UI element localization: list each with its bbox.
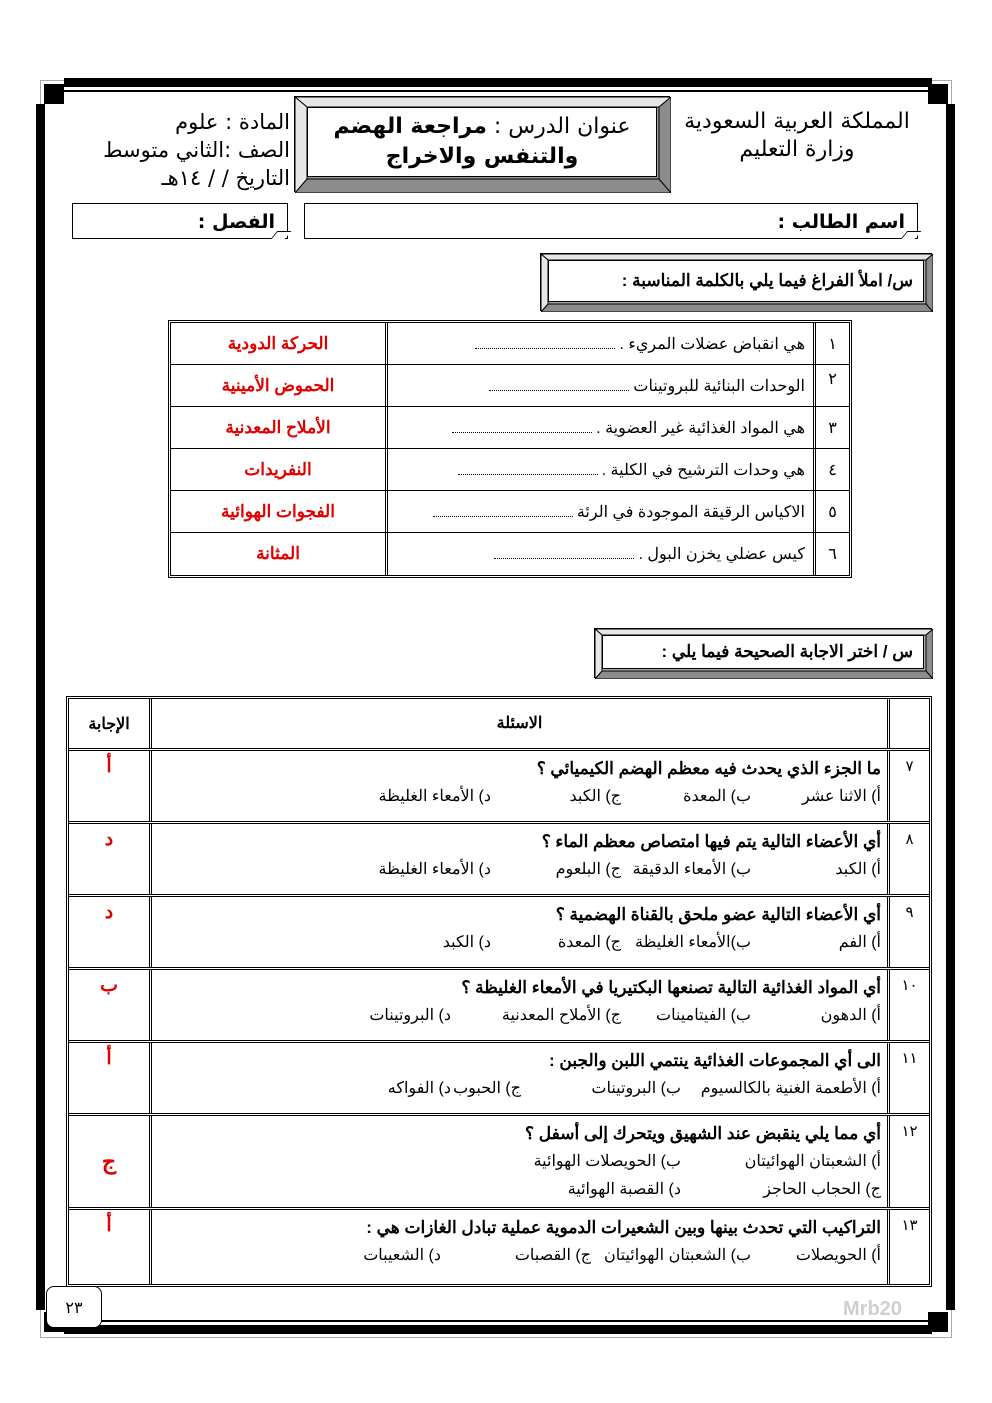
- lesson-title-box: [294, 96, 670, 192]
- fill-in-table: [168, 320, 852, 578]
- row-answer: الأملاح المعدنية: [225, 417, 331, 437]
- option-a[interactable]: أ) الفم: [838, 934, 881, 951]
- option-a[interactable]: أ) الدهون: [820, 1007, 881, 1024]
- page-frame-right: [946, 104, 955, 1310]
- question-number: ١١: [887, 1043, 929, 1113]
- table-row: [69, 1210, 929, 1284]
- option-c[interactable]: ج) الحجاب الحاجز: [763, 1181, 881, 1198]
- section2-prompt: س / اختر الاجابة الصحيحة فيما يلي :: [602, 635, 924, 669]
- page-frame-top: [64, 78, 932, 87]
- statement-text: هي انقباض عضلات المريء .: [619, 335, 805, 353]
- option-d[interactable]: د) البروتينات: [369, 1007, 451, 1024]
- question-stem: التراكيب التي تحدث بينها وبين الشعيرات الدموية عملية تبادل الغازات هي :: [366, 1218, 881, 1237]
- table-header-row: [69, 699, 929, 751]
- question-stem: أي مما يلي ينقبض عند الشهيق ويتحرك إلى أسفل ؟: [525, 1124, 881, 1143]
- row-answer: الفجوات الهوائية: [221, 501, 335, 521]
- question-number: ١٠: [887, 970, 929, 1040]
- table-row: [171, 365, 849, 407]
- mcq-table: [66, 696, 932, 1287]
- country-name: المملكة العربية السعودية: [684, 109, 910, 134]
- row-number: ٦: [813, 533, 849, 575]
- option-a[interactable]: أ) الاثنا عشر: [801, 788, 881, 805]
- option-c[interactable]: ج) البلعوم: [555, 861, 621, 878]
- page-frame-bottom-thin: [64, 1320, 932, 1322]
- subject-label: المادة : علوم: [175, 110, 290, 134]
- question-stem: أي الأعضاء التالية عضو ملحق بالقناة الهضمية ؟: [555, 905, 881, 924]
- row-statement: [385, 365, 813, 406]
- frame-corner-bottom-right: [928, 1312, 948, 1332]
- blank-field[interactable]: [489, 381, 629, 391]
- header-course-info: [70, 108, 290, 192]
- page-number: ٢٣: [46, 1286, 102, 1328]
- ministry-name: وزارة التعليم: [739, 137, 855, 162]
- option-b[interactable]: ب) البروتينات: [591, 1080, 681, 1097]
- row-statement: [385, 449, 813, 490]
- grade-label: الصف :الثاني متوسط: [103, 138, 290, 162]
- option-c[interactable]: ج) القصبات: [514, 1247, 591, 1264]
- question-number: ١٢: [887, 1116, 929, 1207]
- class-label: الفصل :: [197, 211, 275, 233]
- table-row: [171, 407, 849, 449]
- option-d[interactable]: د) الكبد: [442, 934, 491, 951]
- statement-text: كيس عضلي يخزن البول .: [638, 546, 805, 563]
- header-institution: [672, 108, 922, 164]
- option-b[interactable]: ب) المعدة: [683, 788, 751, 805]
- question-cell: [149, 751, 887, 821]
- row-statement: [385, 533, 813, 575]
- options-row: [158, 1002, 881, 1030]
- watermark: Mrb20: [843, 1298, 902, 1320]
- option-c[interactable]: ج) الحبوب: [453, 1080, 521, 1097]
- answer-cell: أ: [106, 1215, 112, 1236]
- class-field[interactable]: [72, 203, 288, 239]
- options-row: [158, 1075, 881, 1103]
- page-frame-bottom: [64, 1325, 932, 1334]
- header-answer: الإجابة: [88, 715, 130, 733]
- table-row: [69, 824, 929, 897]
- lesson-title-line1: [333, 112, 630, 142]
- table-row: [171, 323, 849, 365]
- table-row: [171, 449, 849, 491]
- question-stem: أي المواد الغذائية التالية تصنعها البكتيريا في الأمعاء الغليظة ؟: [461, 978, 881, 997]
- question-cell: [149, 824, 887, 894]
- section1-prompt-box: [540, 253, 932, 311]
- option-c[interactable]: ج) المعدة: [557, 934, 621, 951]
- option-d[interactable]: د) الأمعاء الغليظة: [378, 861, 491, 878]
- row-number: ٢: [813, 365, 849, 406]
- question-stem: الى أي المجموعات الغذائية ينتمي اللبن والجبن :: [549, 1051, 881, 1070]
- header-questions: الاسئلة: [149, 699, 887, 748]
- question-cell: [149, 897, 887, 967]
- question-cell: [149, 1116, 887, 1207]
- question-number: ٨: [887, 824, 929, 894]
- option-d[interactable]: د) الشعيبات: [363, 1247, 441, 1264]
- options-row: [158, 1148, 881, 1176]
- answer-cell: د: [104, 829, 114, 850]
- option-d[interactable]: د) الفواكه: [387, 1080, 451, 1097]
- frame-corner-top-left: [44, 84, 64, 104]
- option-b[interactable]: ب)الأمعاء الغليظة: [635, 934, 751, 951]
- option-c[interactable]: ج) الأملاح المعدنية: [501, 1007, 621, 1024]
- row-answer: النفريدات: [244, 459, 312, 479]
- option-d[interactable]: د) القصبة الهوائية: [567, 1181, 681, 1198]
- lesson-title-line2: والتنفس والاخراج: [385, 144, 579, 169]
- answer-cell: ب: [100, 975, 118, 996]
- question-cell: [149, 970, 887, 1040]
- page-frame-left: [36, 104, 45, 1310]
- statement-text: الاكياس الرقيقة الموجودة في الرئة: [576, 503, 805, 521]
- question-number: ١٣: [887, 1210, 929, 1284]
- answer-cell: أ: [106, 756, 112, 777]
- table-row: [69, 1043, 929, 1116]
- answer-cell: أ: [106, 1048, 112, 1069]
- lesson-title-part1: مراجعة الهضم: [333, 114, 487, 139]
- question-cell: [149, 1210, 887, 1284]
- row-number: ٣: [813, 407, 849, 448]
- options-row: [158, 929, 881, 957]
- options-row: [158, 856, 881, 884]
- option-b[interactable]: ب) الأمعاء الدقيقة: [632, 861, 751, 878]
- date-field[interactable]: التاريخ / / ١٤هـ: [161, 166, 290, 190]
- option-b[interactable]: ب) الحويصلات الهوائية: [533, 1153, 681, 1170]
- row-statement: [385, 323, 813, 364]
- option-c[interactable]: ج) الكبد: [569, 788, 621, 805]
- answer-cell: ج: [101, 1148, 117, 1174]
- option-a[interactable]: أ) الأطعمة الغنية بالكالسيوم: [700, 1080, 881, 1097]
- blank-field[interactable]: [433, 507, 573, 517]
- options-row: [158, 1176, 881, 1204]
- statement-text: الوحدات البنائية للبروتينات: [633, 377, 805, 395]
- row-number: ٤: [813, 449, 849, 490]
- question-cell: [149, 1043, 887, 1113]
- frame-corner-top-right: [928, 84, 948, 104]
- row-answer: المثانة: [256, 544, 300, 563]
- table-row: [171, 533, 849, 575]
- table-row: [69, 751, 929, 824]
- option-b[interactable]: ب) الشعبتان الهوائيتان: [603, 1247, 751, 1264]
- option-b[interactable]: ب) الفيتامينات: [656, 1007, 751, 1024]
- row-statement: [385, 407, 813, 448]
- student-name-label: اسم الطالب :: [777, 211, 905, 233]
- table-row: [69, 1116, 929, 1210]
- blank-field[interactable]: [452, 423, 592, 433]
- row-statement: [385, 491, 813, 532]
- section1-prompt: س/ املأ الفراغ فيما يلي بالكلمة المناسبة :: [548, 260, 924, 302]
- table-row: [69, 970, 929, 1043]
- option-a[interactable]: أ) الحويصلات: [795, 1247, 881, 1264]
- options-row: [158, 783, 881, 811]
- option-a[interactable]: أ) الشعبتان الهوائيتان: [744, 1153, 881, 1170]
- question-number: ٧: [887, 751, 929, 821]
- row-answer: الحركة الدودية: [227, 333, 329, 353]
- row-answer: الحموض الأمينية: [221, 375, 335, 395]
- option-d[interactable]: د) الأمعاء الغليظة: [378, 788, 491, 805]
- option-a[interactable]: أ) الكبد: [835, 861, 881, 878]
- statement-text: هي المواد الغذائية غير العضوية .: [596, 419, 805, 437]
- row-number: ٥: [813, 491, 849, 532]
- options-row: [158, 1242, 881, 1270]
- table-row: [171, 491, 849, 533]
- lesson-title-content: [307, 107, 657, 177]
- question-stem: أي الأعضاء التالية يتم فيها امتصاص معظم الماء ؟: [541, 832, 881, 851]
- statement-text: هي وحدات الترشيح في الكلية .: [601, 461, 805, 479]
- page-frame-top-thin: [64, 90, 932, 92]
- header-number-cell: [887, 699, 929, 748]
- section2-prompt-box: [594, 628, 932, 678]
- row-number: ١: [813, 323, 849, 364]
- lesson-label: عنوان الدرس :: [493, 114, 631, 139]
- blank-field[interactable]: [458, 465, 598, 475]
- question-number: ٩: [887, 897, 929, 967]
- table-row: [69, 897, 929, 970]
- blank-field[interactable]: [494, 549, 634, 559]
- student-name-field[interactable]: [304, 203, 918, 239]
- blank-field[interactable]: [475, 339, 615, 349]
- answer-cell: د: [104, 902, 114, 923]
- question-stem: ما الجزء الذي يحدث فيه معظم الهضم الكيميائي ؟: [536, 759, 881, 778]
